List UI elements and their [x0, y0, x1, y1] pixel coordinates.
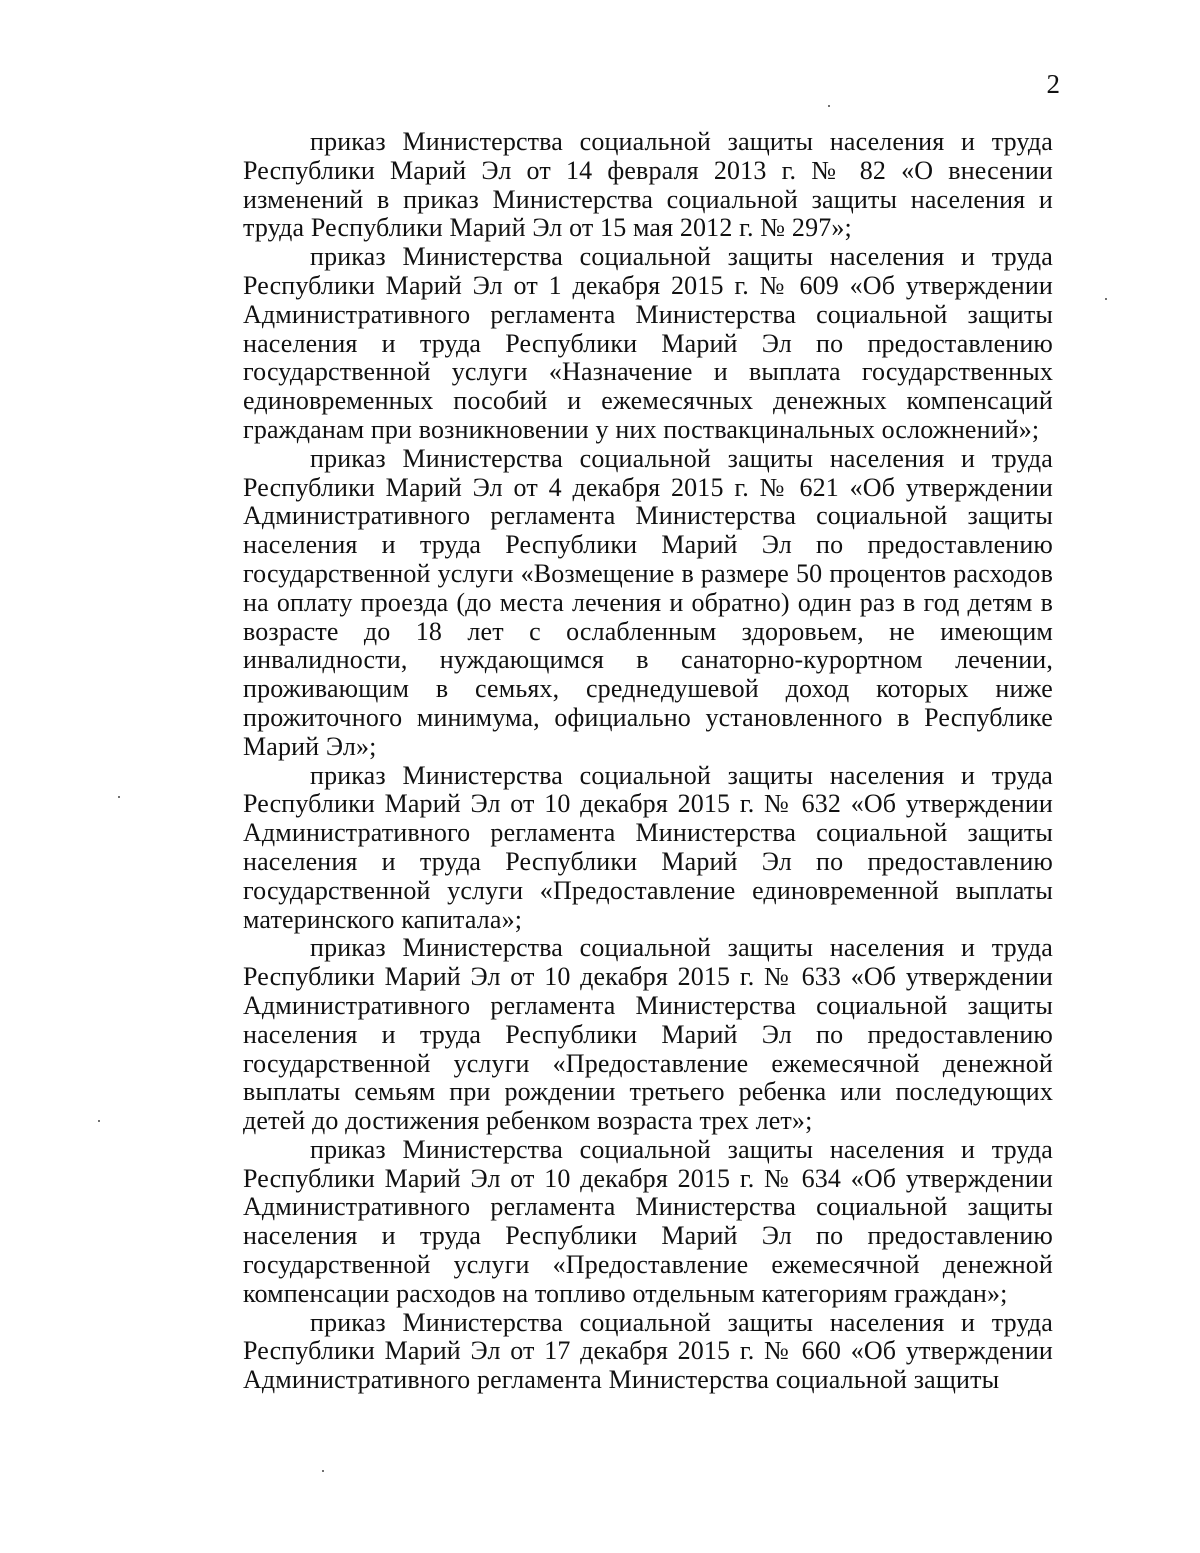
- paragraph-order-621: приказ Министерства социальной защиты населения и труда Республики Марий Эл от 4 декабря 2015 г. № 621 «Об утверждении Административного регламента Министерства социальной защиты населения и труда Республики Марий Эл по предоставлению государственной услуги «Возмещение в размере 50 процентов расходов на оплату проезда (до места лечения и обратно) один раз в год детям в возрасте до 18 лет с ослабленным здоровьем, не имеющим инвалидности, нуждающимся в санаторно-курортном лечении, проживающим в семьях, среднедушевой доход которых ниже прожиточного минимума, официально установленного в Республике Марий Эл»;: [243, 443, 1053, 761]
- scan-speck: [98, 1120, 100, 1122]
- paragraph-order-633: приказ Министерства социальной защиты населения и труда Республики Марий Эл от 10 декабря 2015 г. № 633 «Об утверждении Административного регламента Министерства социальной защиты населения и труда Республики Марий Эл по предоставлению государственной услуги «Предоставление ежемесячной денежной выплаты семьям при рождении третьего ребенка или последующих детей до достижения ребенком возраста трех лет»;: [243, 933, 1053, 1136]
- paragraph-order-634: приказ Министерства социальной защиты населения и труда Республики Марий Эл от 10 декабря 2015 г. № 634 «Об утверждении Административного регламента Министерства социальной защиты населения и труда Республики Марий Эл по предоставлению государственной услуги «Предоставление ежемесячной денежной компенсации расходов на топливо отдельным категориям граждан»;: [243, 1134, 1053, 1308]
- document-body: [243, 128, 1053, 1395]
- paragraph-order-82: приказ Министерства социальной защиты населения и труда Республики Марий Эл от 14 февраля 2013 г. № 82 «О внесении изменений в приказ Министерства социальной защиты населения и труда Республики Марий Эл от 15 мая 2012 г. № 297»;: [243, 127, 1053, 243]
- scan-speck: [118, 796, 120, 798]
- paragraph-order-609: приказ Министерства социальной защиты населения и труда Республики Марий Эл от 1 декабря 2015 г. № 609 «Об утверждении Административного регламента Министерства социальной защиты населения и труда Республики Марий Эл по предоставлению государственной услуги «Назначение и выплата государственных единовременных пособий и ежемесячных денежных компенсаций гражданам при возникновении у них поствакцинальных осложнений»;: [243, 242, 1053, 444]
- page-number: 2: [1046, 69, 1060, 99]
- paragraph-order-632: приказ Министерства социальной защиты населения и труда Республики Марий Эл от 10 декабря 2015 г. № 632 «Об утверждении Административного регламента Министерства социальной защиты населения и труда Республики Марий Эл по предоставлению государственной услуги «Предоставление единовременной выплаты материнского капитала»;: [243, 760, 1053, 934]
- paragraph-order-660: приказ Министерства социальной защиты населения и труда Республики Марий Эл от 17 декабря 2015 г. № 660 «Об утверждении Административного регламента Министерства социальной защиты: [243, 1307, 1053, 1395]
- scan-speck: [322, 1470, 324, 1472]
- scan-speck: [1105, 298, 1107, 300]
- scan-speck: [828, 105, 830, 107]
